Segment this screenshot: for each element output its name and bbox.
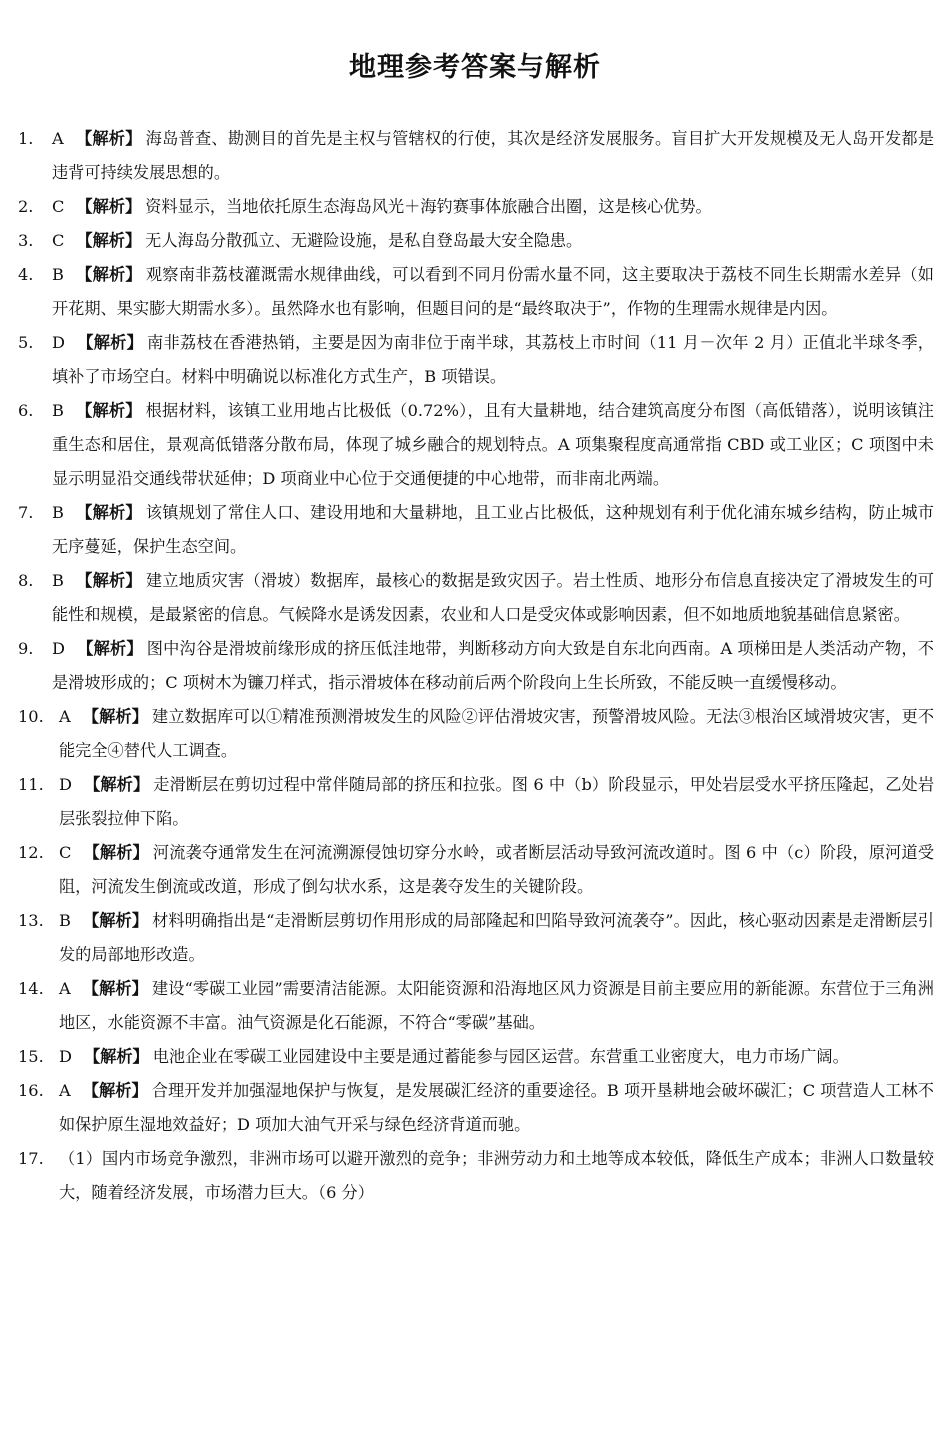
answer-item [18, 1040, 934, 1074]
page-title: 地理参考答案与解析 [349, 52, 601, 83]
answer-item [18, 326, 934, 394]
answer-choice: A [59, 1081, 71, 1100]
question-number: 7. [18, 503, 34, 522]
answer-item [18, 394, 934, 496]
analysis-tag: 【解析】 [75, 503, 142, 522]
question-number: 9. [18, 639, 34, 658]
answer-choice: D [52, 639, 65, 658]
analysis-tag: 【解析】 [82, 707, 148, 726]
analysis-tag: 【解析】 [75, 401, 142, 420]
analysis-text: 建立地质灾害（滑坡）数据库，最核心的数据是致灾因子。岩土性质、地形分布信息直接决定了滑坡发生的可能性和规模，是最紧密的信息。气候降水是诱发因素，农业和人口是受灾体或影响因素，但不如地质地貌基础信息紧密。 [52, 571, 934, 624]
analysis-text: 合理开发并加强湿地保护与恢复，是发展碳汇经济的重要途径。B 项开垦耕地会破坏碳汇；C 项营造人工林不如保护原生湿地效益好；D 项加大油气开采与绿色经济背道而驰。 [59, 1081, 934, 1134]
question-number: 8. [18, 571, 34, 590]
answer-choice: D [59, 775, 72, 794]
analysis-text: 根据材料，该镇工业用地占比极低（0.72%），且有大量耕地，结合建筑高度分布图（高低错落），说明该镇注重生态和居住，景观高低错落分散布局，体现了城乡融合的规划特点。A 项集聚程度高通常指 CBD 或工业区；C 项图中未显示明显沿交通线带状延伸；D 项商业中心位于交通便捷的中心地带，而非南北两端。 [52, 401, 934, 488]
question-number: 3. [18, 231, 34, 250]
answer-choice: D [52, 333, 65, 352]
analysis-tag: 【解析】 [76, 639, 143, 658]
analysis-tag: 【解析】 [83, 843, 149, 862]
question-number: 15. [18, 1047, 44, 1066]
question-number: 4. [18, 265, 34, 284]
answer-choice: B [52, 265, 64, 284]
answer-item [18, 224, 934, 258]
question-number: 2. [18, 197, 34, 216]
answer-item [18, 836, 934, 904]
answer-item [18, 632, 934, 700]
question-number: 6. [18, 401, 34, 420]
answer-item [18, 1074, 934, 1142]
answer-choice: A [59, 979, 71, 998]
analysis-tag: 【解析】 [75, 129, 142, 148]
answer-choice: C [52, 197, 65, 216]
question-number: 13. [18, 911, 44, 930]
analysis-text: 走滑断层在剪切过程中常伴随局部的挤压和拉张。图 6 中（b）阶段显示，甲处岩层受水平挤压隆起，乙处岩层张裂拉伸下陷。 [59, 775, 935, 828]
answer-choice: C [52, 231, 65, 250]
analysis-tag: 【解析】 [76, 231, 142, 250]
answer-choice: B [52, 571, 64, 590]
question-number: 12. [18, 843, 44, 862]
analysis-tag: 【解析】 [82, 911, 149, 930]
answer-choice: B [52, 503, 64, 522]
answer-choice: D [59, 1047, 72, 1066]
analysis-text: 建设“零碳工业园”需要清洁能源。太阳能资源和沿海地区风力资源是目前主要应用的新能源。东营位于三角洲地区，水能资源不丰富。油气资源是化石能源，不符合“零碳”基础。 [59, 979, 934, 1032]
analysis-text: 图中沟谷是滑坡前缘形成的挤压低洼地带，判断移动方向大致是自东北向西南。A 项梯田是人类活动产物，不是滑坡形成的；C 项树木为镰刀样式，指示滑坡体在移动前后两个阶段向上生长所致，不能反映一直缓慢移动。 [52, 639, 934, 692]
answer-choice: C [59, 843, 72, 862]
analysis-tag: 【解析】 [82, 979, 148, 998]
answer-item [18, 258, 934, 326]
analysis-text: 建立数据库可以①精准预测滑坡发生的风险②评估滑坡灾害，预警滑坡风险。无法③根治区域滑坡灾害，更不能完全④替代人工调查。 [59, 707, 935, 760]
question-number: 16. [18, 1081, 44, 1100]
answer-item [18, 904, 934, 972]
analysis-tag: 【解析】 [75, 265, 142, 284]
analysis-text: （1）国内市场竞争激烈，非洲市场可以避开激烈的竞争；非洲劳动力和土地等成本较低，降低生产成本；非洲人口数量较大，随着经济发展，市场潜力巨大。（6 分） [59, 1149, 934, 1202]
answer-item [18, 122, 934, 190]
analysis-tag: 【解析】 [76, 197, 142, 216]
analysis-text: 观察南非荔枝灌溉需水规律曲线，可以看到不同月份需水量不同，这主要取决于荔枝不同生长期需水差异（如开花期、果实膨大期需水多）。虽然降水也有影响，但题目问的是“最终取决于”，作物的生理需水规律是内因。 [52, 265, 934, 318]
answer-item [18, 700, 934, 768]
answer-item [18, 1142, 934, 1210]
analysis-text: 材料明确指出是“走滑断层剪切作用形成的局部隆起和凹陷导致河流袭夺”。因此，核心驱动因素是走滑断层引发的局部地形改造。 [59, 911, 934, 964]
analysis-tag: 【解析】 [83, 1047, 149, 1066]
question-number: 5. [18, 333, 34, 352]
analysis-text: 南非荔枝在香港热销，主要是因为南非位于南半球，其荔枝上市时间（11 月－次年 2 月）正值北半球冬季，填补了市场空白。材料中明确说以标准化方式生产，B 项错误。 [52, 333, 934, 386]
answer-choice: A [52, 129, 64, 148]
answer-list [18, 122, 934, 1210]
answer-item [18, 496, 934, 564]
question-number: 17. [18, 1149, 44, 1168]
analysis-tag: 【解析】 [75, 571, 142, 590]
answer-choice: B [52, 401, 64, 420]
answer-item [18, 768, 934, 836]
answer-choice: A [59, 707, 71, 726]
analysis-tag: 【解析】 [76, 333, 144, 352]
analysis-text: 电池企业在零碳工业园建设中主要是通过蓄能参与园区运营。东营重工业密度大，电力市场广阔。 [152, 1047, 849, 1066]
answer-item [18, 972, 934, 1040]
analysis-text: 无人海岛分散孤立、无避险设施，是私自登岛最大安全隐患。 [145, 231, 583, 250]
question-number: 10. [18, 707, 44, 726]
answer-choice: B [59, 911, 71, 930]
answer-item [18, 190, 934, 224]
answer-item [18, 564, 934, 632]
analysis-text: 资料显示，当地依托原生态海岛风光＋海钓赛事体旅融合出圈，这是核心优势。 [145, 197, 712, 216]
question-number: 1. [18, 129, 34, 148]
analysis-tag: 【解析】 [83, 775, 150, 794]
analysis-tag: 【解析】 [82, 1081, 148, 1100]
analysis-text: 海岛普查、勘测目的首先是主权与管辖权的行使，其次是经济发展服务。盲目扩大开发规模及无人岛开发都是违背可持续发展思想的。 [52, 129, 935, 182]
question-number: 14. [18, 979, 44, 998]
question-number: 11. [18, 775, 44, 794]
analysis-text: 河流袭夺通常发生在河流溯源侵蚀切穿分水岭，或者断层活动导致河流改道时。图 6 中（c）阶段，原河道受阻，河流发生倒流或改道，形成了倒勾状水系，这是袭夺发生的关键阶段。 [59, 843, 935, 896]
analysis-text: 该镇规划了常住人口、建设用地和大量耕地，且工业占比极低，这种规划有利于优化浦东城乡结构，防止城市无序蔓延，保护生态空间。 [52, 503, 934, 556]
